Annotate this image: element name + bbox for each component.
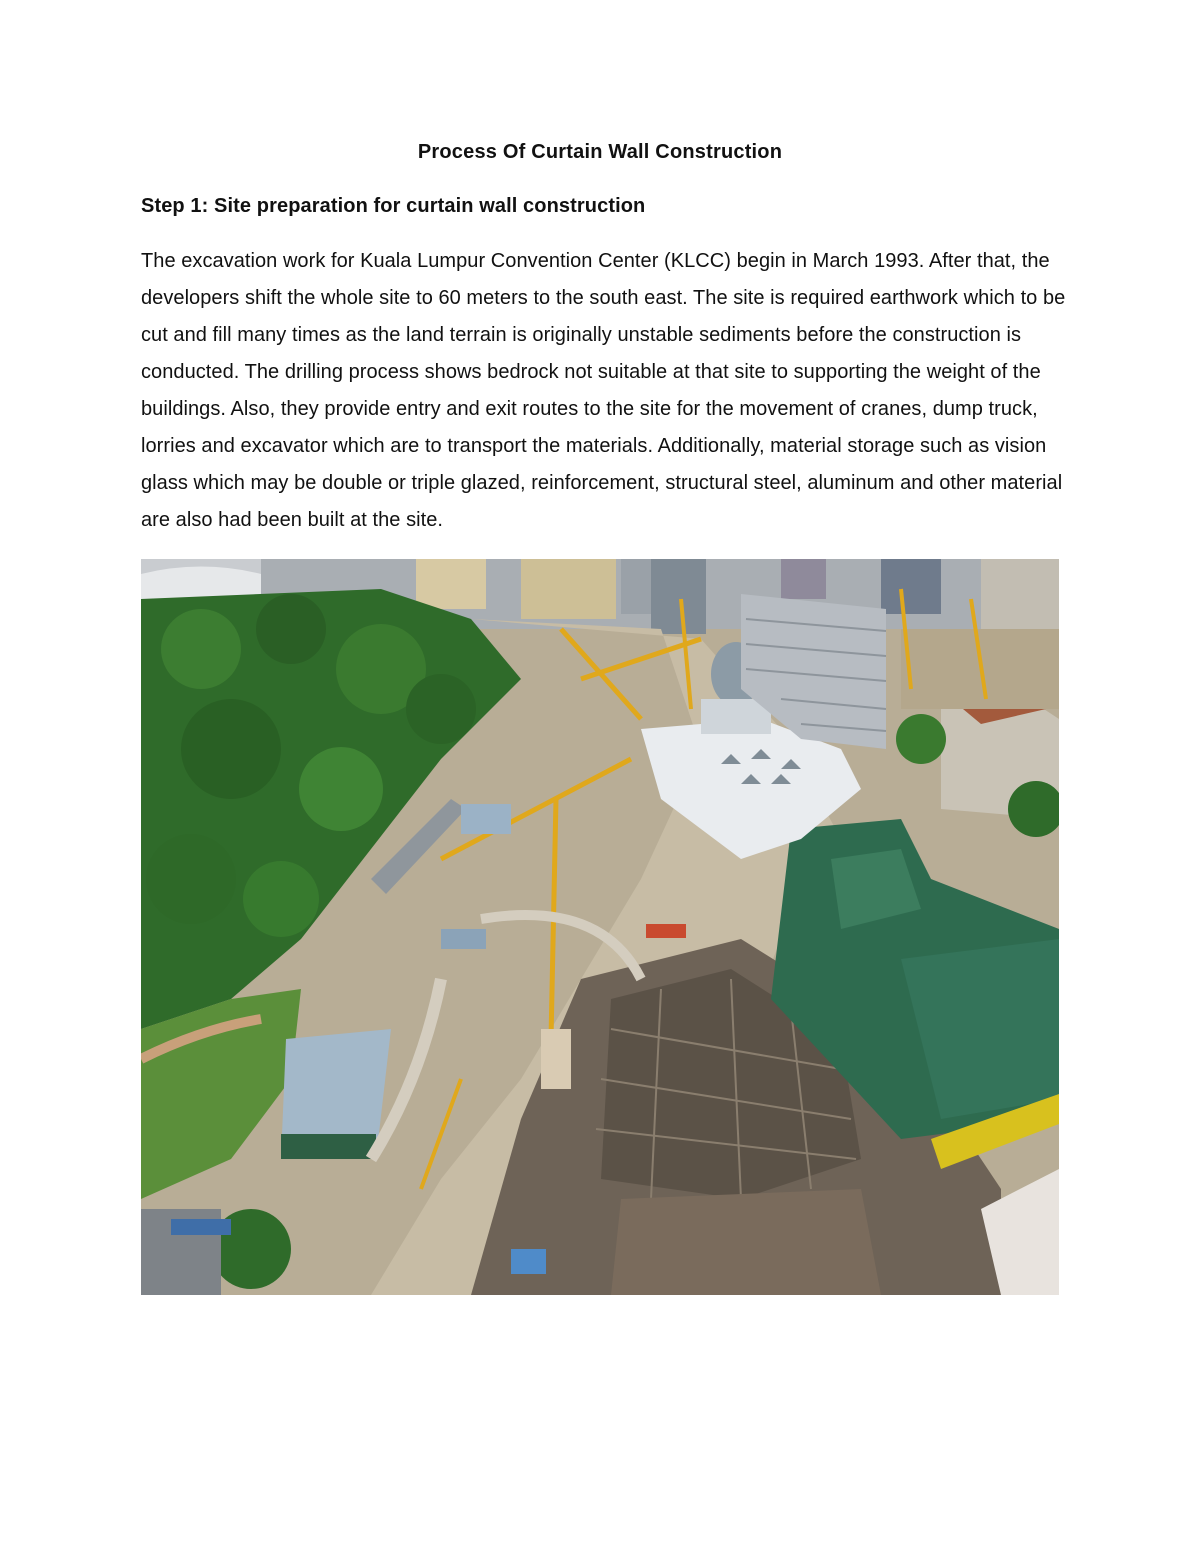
- document-title: Process Of Curtain Wall Construction: [417, 141, 783, 163]
- aerial-site-illustration: [141, 559, 1059, 1295]
- canopy-roof: [141, 567, 261, 600]
- step-heading: Step 1: Site preparation for curtain wall construction: [141, 195, 646, 217]
- red-truck: [646, 924, 686, 938]
- construction-site-photo: [141, 559, 1059, 1295]
- body-paragraph: The excavation work for Kuala Lumpur Convention Center (KLCC) begin in March 1993. After that, the developers shift the whole site to 60 meters to the south east. The site is required earthwork which to be cut and fill many times as the land terrain is originally unstable sediments before the construction is conducted. The drilling process shows bedrock not suitable at that site to supporting the weight of the buildings. Also, they provide entry and exit routes to the site for the movement of cranes, dump truck, lorries and excavator which are to transport the materials. Additionally, material storage such as vision glass which may be double or triple glazed, reinforcement, structural steel, aluminum and other material are also had been built at the site.: [141, 250, 1066, 531]
